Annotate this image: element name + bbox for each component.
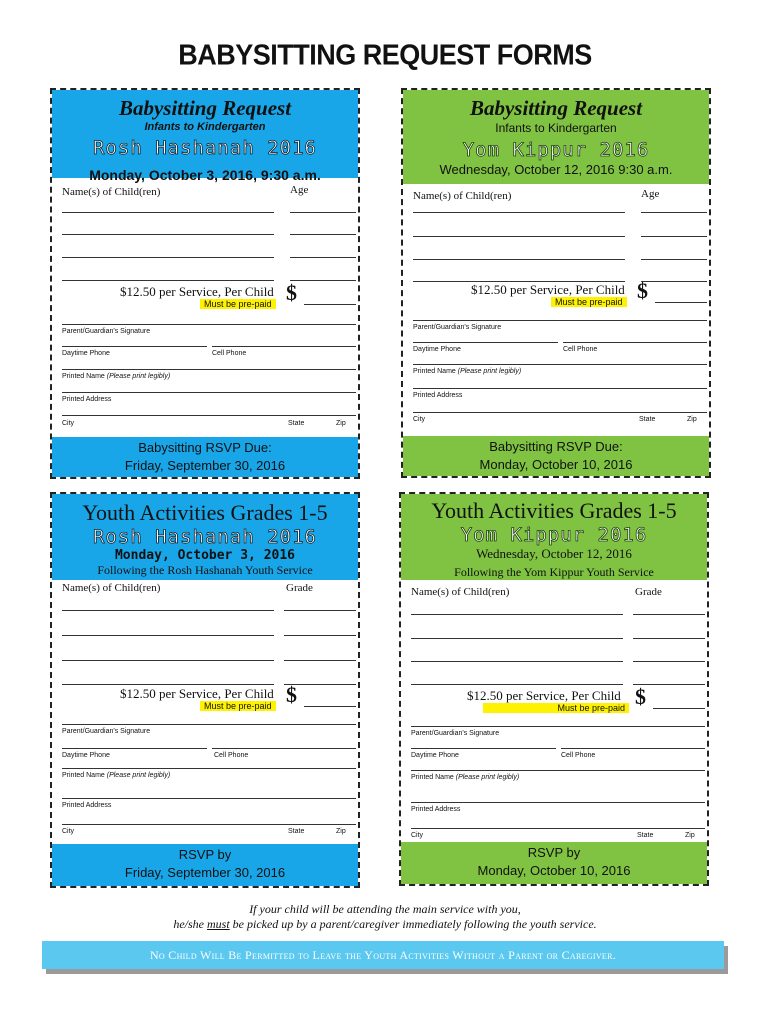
city-label: City — [411, 832, 424, 839]
daytime-phone-field[interactable] — [411, 748, 556, 749]
printed-name-field[interactable] — [411, 770, 705, 771]
age-label: Age — [641, 188, 660, 200]
form-subheading: Infants to Kindergarten — [144, 121, 266, 133]
form-heading: Babysitting Request — [469, 96, 643, 120]
cell-phone-label: Cell Phone — [563, 346, 598, 353]
address-field[interactable] — [62, 392, 356, 393]
form-subheading: Infants to Kindergarten — [495, 121, 617, 135]
event-date: Wednesday, October 12, 2016 — [476, 546, 632, 561]
form-header — [403, 90, 709, 184]
address-field[interactable] — [62, 798, 356, 799]
rsvp-box — [52, 844, 358, 886]
child-name-field-2[interactable] — [413, 236, 625, 237]
address-field[interactable] — [413, 388, 707, 389]
form-header — [52, 90, 358, 178]
event-date: Monday, October 3, 2016, 9:30 a.m. — [89, 167, 321, 183]
printed-name-field[interactable] — [62, 768, 356, 769]
daytime-phone-label: Daytime Phone — [62, 350, 110, 357]
child-age-field-3[interactable] — [641, 259, 707, 260]
address-label: Printed Address — [411, 806, 461, 813]
signature-field[interactable] — [62, 324, 356, 325]
child-age-field-3[interactable] — [290, 257, 356, 258]
form-header — [52, 494, 358, 580]
child-age-field-1[interactable] — [641, 212, 707, 213]
city-state-zip-field[interactable] — [62, 824, 356, 825]
child-name-field-4[interactable] — [62, 684, 274, 685]
cell-phone-field[interactable] — [212, 748, 356, 749]
price-text: $12.50 per Service, Per Child — [120, 284, 274, 299]
child-age-field-4[interactable] — [290, 280, 356, 281]
rsvp-label: Babysitting RSVP Due: — [138, 440, 272, 455]
cell-phone-label: Cell Phone — [561, 752, 596, 759]
state-label: State — [288, 828, 305, 835]
daytime-phone-field[interactable] — [413, 342, 558, 343]
event-date: Monday, October 3, 2016 — [114, 548, 295, 563]
printed-name-label: Printed Name (Please print legibly) — [413, 368, 522, 375]
dollar-sign: $ — [286, 682, 297, 707]
children-names-label: Name(s) of Child(ren) — [411, 586, 510, 598]
prepaid-highlight: Must be pre-paid — [483, 703, 629, 713]
rsvp-box — [52, 437, 358, 477]
babysitting-yom-kippur-form — [401, 88, 711, 478]
child-grade-field-3[interactable] — [633, 661, 705, 662]
printed-name-field[interactable] — [413, 364, 707, 365]
cell-phone-label: Cell Phone — [214, 752, 249, 759]
children-names-label: Name(s) of Child(ren) — [413, 190, 512, 202]
address-label: Printed Address — [62, 802, 112, 809]
pickup-note-line2: he/she must be picked up by a parent/caregiver immediately following the youth service. — [173, 917, 597, 931]
rsvp-label: Babysitting RSVP Due: — [489, 439, 623, 454]
cell-phone-label: Cell Phone — [212, 350, 247, 357]
signature-field[interactable] — [411, 726, 705, 727]
child-name-field-4[interactable] — [62, 280, 274, 281]
printed-name-label: Printed Name (Please print legibly) — [62, 772, 171, 779]
child-age-field-2[interactable] — [290, 234, 356, 235]
state-label: State — [639, 416, 656, 423]
address-label: Printed Address — [413, 392, 463, 399]
cell-phone-field[interactable] — [212, 346, 356, 347]
printed-name-label: Printed Name (Please print legibly) — [62, 373, 171, 380]
following-service: Following the Yom Kippur Youth Service — [454, 565, 654, 579]
holiday-title: Yom Kippur 2016 — [460, 524, 648, 546]
signature-field[interactable] — [62, 724, 356, 725]
rsvp-date: Friday, September 30, 2016 — [124, 865, 286, 880]
warning-banner: No Child Will Be Permitted to Leave the Youth Activities Without a Parent or Caregiver. — [42, 941, 724, 969]
children-names-label: Name(s) of Child(ren) — [62, 582, 161, 594]
youth-rosh-hashanah-form — [50, 492, 360, 888]
child-age-field-2[interactable] — [641, 236, 707, 237]
age-label: Age — [290, 184, 309, 196]
form-heading: Youth Activities Grades 1-5 — [82, 500, 328, 525]
city-label: City — [62, 420, 75, 427]
rsvp-date: Monday, October 10, 2016 — [477, 863, 631, 878]
child-name-field-3[interactable] — [413, 259, 625, 260]
child-grade-field-2[interactable] — [284, 635, 356, 636]
address-label: Printed Address — [62, 396, 112, 403]
city-label: City — [62, 828, 75, 835]
daytime-phone-label: Daytime Phone — [413, 346, 461, 353]
child-grade-field-1[interactable] — [633, 614, 705, 615]
state-label: State — [637, 832, 654, 839]
amount-field[interactable] — [653, 708, 705, 709]
address-field[interactable] — [411, 802, 705, 803]
signature-label: Parent/Guardian's Signature — [413, 324, 502, 331]
form-heading: Babysitting Request — [118, 96, 292, 120]
rsvp-date: Monday, October 10, 2016 — [479, 457, 633, 472]
youth-yom-kippur-form — [399, 492, 709, 886]
amount-field[interactable] — [304, 706, 356, 707]
dollar-sign: $ — [637, 278, 648, 303]
holiday-title: Yom Kippur 2016 — [462, 139, 650, 161]
price-text: $12.50 per Service, Per Child — [467, 688, 621, 703]
rsvp-label: RSVP by — [527, 845, 581, 860]
zip-label: Zip — [336, 420, 346, 427]
signature-label: Parent/Guardian's Signature — [62, 728, 151, 735]
form-heading: Youth Activities Grades 1-5 — [431, 498, 677, 523]
child-name-field-2[interactable] — [62, 234, 274, 235]
child-name-field-1[interactable] — [62, 212, 274, 213]
following-service: Following the Rosh Hashanah Youth Service — [97, 563, 313, 577]
daytime-phone-label: Daytime Phone — [411, 752, 459, 759]
child-name-field-1[interactable] — [411, 614, 623, 615]
dollar-sign: $ — [635, 684, 646, 709]
child-name-field-1[interactable] — [62, 610, 274, 611]
signature-label: Parent/Guardian's Signature — [411, 730, 500, 737]
holiday-title: Rosh Hashanah 2016 — [93, 526, 317, 548]
price-text: $12.50 per Service, Per Child — [471, 282, 625, 297]
prepaid-highlight: Must be pre-paid — [200, 299, 276, 309]
child-name-field-3[interactable] — [62, 660, 274, 661]
child-grade-field-1[interactable] — [284, 610, 356, 611]
holiday-title: Rosh Hashanah 2016 — [93, 137, 317, 159]
daytime-phone-label: Daytime Phone — [62, 752, 110, 759]
daytime-phone-field[interactable] — [62, 748, 207, 749]
child-age-field-4[interactable] — [641, 281, 707, 282]
printed-name-label: Printed Name (Please print legibly) — [411, 774, 520, 781]
state-label: State — [288, 420, 305, 427]
child-name-field-4[interactable] — [411, 684, 623, 685]
amount-field[interactable] — [655, 302, 707, 303]
children-names-label: Name(s) of Child(ren) — [62, 186, 161, 198]
child-name-field-2[interactable] — [62, 635, 274, 636]
child-grade-field-3[interactable] — [284, 660, 356, 661]
grade-label: Grade — [635, 586, 662, 598]
rsvp-date: Friday, September 30, 2016 — [124, 458, 286, 473]
city-state-zip-field[interactable] — [411, 828, 705, 829]
price-text: $12.50 per Service, Per Child — [120, 686, 274, 701]
form-header — [401, 494, 707, 580]
pickup-note-line1: If your child will be attending the main service with you, — [249, 902, 521, 916]
prepaid-highlight: Must be pre-paid — [200, 701, 276, 711]
rsvp-label: RSVP by — [178, 847, 232, 862]
cell-phone-field[interactable] — [563, 342, 707, 343]
pickup-note — [0, 902, 770, 932]
amount-field[interactable] — [304, 304, 356, 305]
prepaid-highlight: Must be pre-paid — [551, 297, 627, 307]
child-age-field-1[interactable] — [290, 212, 356, 213]
child-name-field-3[interactable] — [411, 661, 623, 662]
child-name-field-2[interactable] — [411, 638, 623, 639]
signature-label: Parent/Guardian's Signature — [62, 328, 151, 335]
zip-label: Zip — [685, 832, 695, 839]
babysitting-rosh-hashanah-form — [50, 88, 360, 479]
zip-label: Zip — [687, 416, 697, 423]
rsvp-box — [401, 842, 707, 884]
city-state-zip-field[interactable] — [413, 412, 707, 413]
city-label: City — [413, 416, 426, 423]
cell-phone-field[interactable] — [561, 748, 705, 749]
daytime-phone-field[interactable] — [62, 346, 207, 347]
rsvp-box — [403, 436, 709, 476]
zip-label: Zip — [336, 828, 346, 835]
page-title: BABYSITTING REQUEST FORMS — [178, 39, 592, 71]
city-state-zip-field[interactable] — [62, 415, 356, 416]
printed-name-field[interactable] — [62, 369, 356, 370]
signature-field[interactable] — [413, 320, 707, 321]
child-grade-field-2[interactable] — [633, 638, 705, 639]
grade-label: Grade — [286, 582, 313, 594]
event-date: Wednesday, October 12, 2016 9:30 a.m. — [439, 162, 673, 177]
child-name-field-1[interactable] — [413, 212, 625, 213]
dollar-sign: $ — [286, 280, 297, 305]
child-name-field-3[interactable] — [62, 257, 274, 258]
